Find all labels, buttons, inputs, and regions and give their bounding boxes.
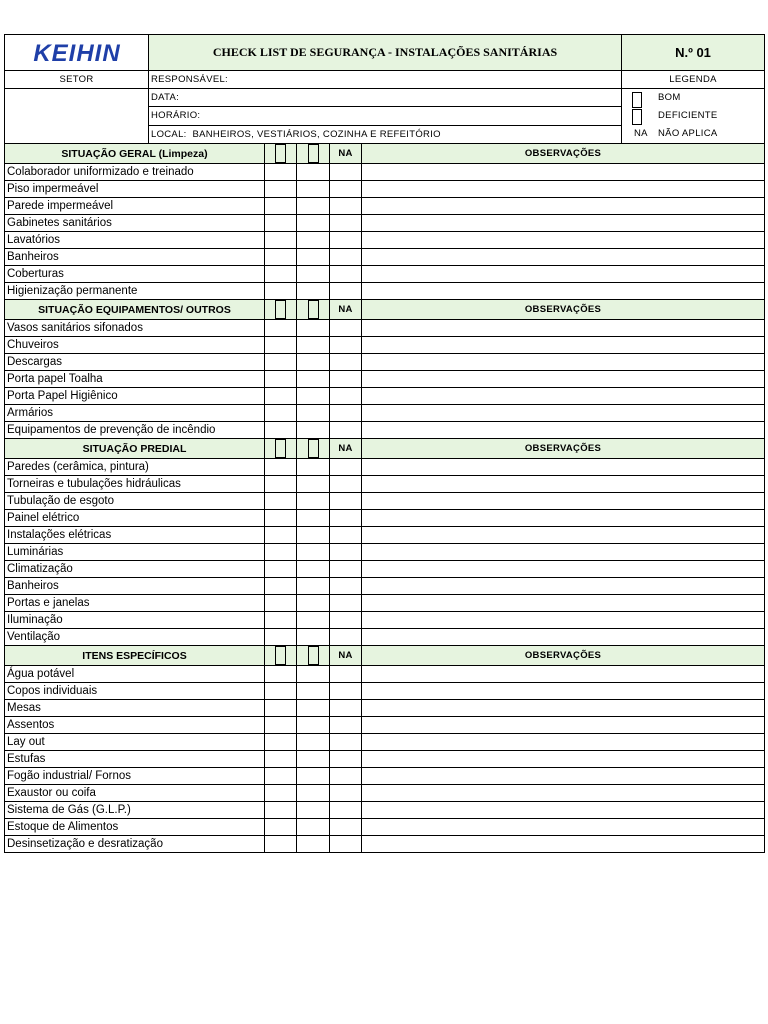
checklist-row [5, 717, 765, 734]
observacoes-cell[interactable] [362, 493, 765, 510]
bom-cell[interactable] [265, 734, 297, 751]
local-field[interactable] [149, 125, 622, 143]
checklist-row [5, 320, 765, 337]
bom-cell[interactable] [265, 476, 297, 493]
item-label: Climatização [5, 561, 265, 578]
svg-text:KEIHIN: KEIHIN [32, 39, 121, 66]
section-header-situacao-geral-limpeza [5, 144, 765, 164]
item-label: Luminárias [5, 544, 265, 561]
na-cell[interactable] [330, 734, 362, 751]
deficiente-cell[interactable] [297, 561, 330, 578]
observacoes-cell[interactable] [362, 666, 765, 683]
bom-box-icon [275, 439, 286, 458]
bom-cell[interactable] [265, 836, 297, 853]
item-label: Instalações elétricas [5, 527, 265, 544]
observacoes-cell[interactable] [362, 354, 765, 371]
company-logo [5, 35, 149, 71]
observacoes-cell[interactable] [362, 768, 765, 785]
observacoes-cell[interactable] [362, 595, 765, 612]
bom-cell[interactable] [265, 612, 297, 629]
section-title: ITENS ESPECÍFICOS [5, 646, 265, 666]
na-cell[interactable] [330, 768, 362, 785]
item-label: Mesas [5, 700, 265, 717]
bom-cell[interactable] [265, 198, 297, 215]
bom-box-icon [632, 92, 642, 108]
na-cell[interactable] [330, 836, 362, 853]
checklist-row [5, 578, 765, 595]
bom-cell[interactable] [265, 371, 297, 388]
na-cell[interactable] [330, 544, 362, 561]
observacoes-cell[interactable] [362, 422, 765, 439]
observacoes-cell[interactable] [362, 785, 765, 802]
na-column-header: NA [330, 300, 362, 320]
na-cell[interactable] [330, 666, 362, 683]
item-label: Portas e janelas [5, 595, 265, 612]
item-label: Ventilação [5, 629, 265, 646]
checklist-row [5, 337, 765, 354]
checklist-table [4, 34, 765, 853]
na-cell[interactable] [330, 527, 362, 544]
observacoes-cell[interactable] [362, 836, 765, 853]
deficiente-cell[interactable] [297, 320, 330, 337]
item-label: Chuveiros [5, 337, 265, 354]
checklist-row [5, 785, 765, 802]
responsavel-field[interactable]: RESPONSÁVEL: [149, 71, 622, 89]
document-number: N.º 01 [622, 35, 765, 71]
checklist-sheet [4, 34, 764, 853]
checklist-row [5, 164, 765, 181]
checklist-row [5, 836, 765, 853]
observacoes-cell[interactable] [362, 802, 765, 819]
deficiente-cell[interactable] [297, 527, 330, 544]
deficiente-cell[interactable] [297, 666, 330, 683]
checklist-row [5, 561, 765, 578]
bom-cell[interactable] [265, 320, 297, 337]
checklist-row [5, 422, 765, 439]
bom-cell[interactable] [265, 544, 297, 561]
item-label: Painel elétrico [5, 510, 265, 527]
deficiente-cell[interactable] [297, 476, 330, 493]
bom-cell[interactable] [265, 459, 297, 476]
na-column-header: NA [330, 439, 362, 459]
checklist-row [5, 683, 765, 700]
checklist-row [5, 266, 765, 283]
deficiente-cell[interactable] [297, 612, 330, 629]
deficiente-column-header [297, 144, 330, 164]
item-label: Iluminação [5, 612, 265, 629]
deficiente-column-header [297, 646, 330, 666]
observacoes-cell[interactable] [362, 371, 765, 388]
bom-cell[interactable] [265, 164, 297, 181]
bom-box-icon [275, 646, 286, 665]
na-column-header: NA [330, 646, 362, 666]
bom-cell[interactable] [265, 354, 297, 371]
section-header-situacao-equipamentos-outros [5, 300, 765, 320]
item-label: Porta Papel Higiênico [5, 388, 265, 405]
observacoes-cell[interactable] [362, 578, 765, 595]
deficiente-box-icon [308, 646, 319, 665]
legend-box [622, 89, 765, 144]
checklist-row [5, 612, 765, 629]
deficiente-cell[interactable] [297, 459, 330, 476]
bom-column-header [265, 144, 297, 164]
deficiente-cell[interactable] [297, 578, 330, 595]
na-cell[interactable] [330, 198, 362, 215]
deficiente-cell[interactable] [297, 751, 330, 768]
checklist-row [5, 354, 765, 371]
observacoes-cell[interactable] [362, 198, 765, 215]
na-cell[interactable] [330, 751, 362, 768]
bom-cell[interactable] [265, 595, 297, 612]
checklist-row [5, 493, 765, 510]
deficiente-box-icon [632, 109, 642, 125]
observacoes-column-header: OBSERVAÇÕES [362, 646, 765, 666]
checklist-row [5, 700, 765, 717]
observacoes-cell[interactable] [362, 612, 765, 629]
item-label: Banheiros [5, 249, 265, 266]
deficiente-cell[interactable] [297, 164, 330, 181]
item-label: Fogão industrial/ Fornos [5, 768, 265, 785]
checklist-row [5, 768, 765, 785]
bom-cell[interactable] [265, 266, 297, 283]
bom-cell[interactable] [265, 215, 297, 232]
section-header-itens-especificos [5, 646, 765, 666]
item-label: Água potável [5, 666, 265, 683]
checklist-row [5, 510, 765, 527]
observacoes-cell[interactable] [362, 266, 765, 283]
checklist-row [5, 181, 765, 198]
observacoes-cell[interactable] [362, 544, 765, 561]
checklist-row [5, 734, 765, 751]
deficiente-cell[interactable] [297, 337, 330, 354]
deficiente-cell[interactable] [297, 181, 330, 198]
observacoes-cell[interactable] [362, 629, 765, 646]
item-label: Porta papel Toalha [5, 371, 265, 388]
observacoes-cell[interactable] [362, 249, 765, 266]
deficiente-cell[interactable] [297, 683, 330, 700]
bom-cell[interactable] [265, 493, 297, 510]
observacoes-cell[interactable] [362, 181, 765, 198]
na-cell[interactable] [330, 320, 362, 337]
item-label: Lay out [5, 734, 265, 751]
deficiente-cell[interactable] [297, 215, 330, 232]
legenda-label: LEGENDA [622, 71, 765, 89]
item-label: Exaustor ou coifa [5, 785, 265, 802]
item-label: Lavatórios [5, 232, 265, 249]
na-cell[interactable] [330, 476, 362, 493]
bom-cell[interactable] [265, 337, 297, 354]
section-header-situacao-predial [5, 439, 765, 459]
item-label: Desinsetização e desratização [5, 836, 265, 853]
item-label: Higienização permanente [5, 283, 265, 300]
na-cell[interactable] [330, 164, 362, 181]
legend-nao-aplica: NÃO APLICA [658, 128, 718, 139]
na-column-header: NA [330, 144, 362, 164]
na-cell[interactable] [330, 266, 362, 283]
observacoes-column-header: OBSERVAÇÕES [362, 439, 765, 459]
observacoes-cell[interactable] [362, 734, 765, 751]
observacoes-cell[interactable] [362, 751, 765, 768]
na-cell[interactable] [330, 181, 362, 198]
keihin-logo [12, 40, 142, 66]
deficiente-cell[interactable] [297, 717, 330, 734]
deficiente-cell[interactable] [297, 595, 330, 612]
deficiente-cell[interactable] [297, 422, 330, 439]
observacoes-cell[interactable] [362, 700, 765, 717]
item-label: Estoque de Alimentos [5, 819, 265, 836]
deficiente-cell[interactable] [297, 249, 330, 266]
bom-cell[interactable] [265, 405, 297, 422]
checklist-row [5, 819, 765, 836]
na-cell[interactable] [330, 561, 362, 578]
item-label: Paredes (cerâmica, pintura) [5, 459, 265, 476]
deficiente-cell[interactable] [297, 768, 330, 785]
local-value: BANHEIROS, VESTIÁRIOS, COZINHA E REFEITÓRIO [192, 128, 441, 140]
deficiente-cell[interactable] [297, 198, 330, 215]
section-title: SITUAÇÃO EQUIPAMENTOS/ OUTROS [5, 300, 265, 320]
bom-cell[interactable] [265, 768, 297, 785]
na-cell[interactable] [330, 493, 362, 510]
observacoes-cell[interactable] [362, 405, 765, 422]
na-cell[interactable] [330, 422, 362, 439]
deficiente-cell[interactable] [297, 283, 330, 300]
checklist-row [5, 595, 765, 612]
section-title: SITUAÇÃO GERAL (Limpeza) [5, 144, 265, 164]
na-cell[interactable] [330, 595, 362, 612]
bom-column-header [265, 439, 297, 459]
bom-cell[interactable] [265, 751, 297, 768]
item-label: Parede impermeável [5, 198, 265, 215]
checklist-row [5, 371, 765, 388]
bom-cell[interactable] [265, 683, 297, 700]
observacoes-cell[interactable] [362, 320, 765, 337]
bom-cell[interactable] [265, 561, 297, 578]
checklist-row [5, 405, 765, 422]
checklist-row [5, 544, 765, 561]
item-label: Gabinetes sanitários [5, 215, 265, 232]
observacoes-column-header: OBSERVAÇÕES [362, 144, 765, 164]
deficiente-cell[interactable] [297, 819, 330, 836]
deficiente-cell[interactable] [297, 734, 330, 751]
deficiente-cell[interactable] [297, 232, 330, 249]
na-cell[interactable] [330, 683, 362, 700]
bom-box-icon [275, 300, 286, 319]
observacoes-cell[interactable] [362, 337, 765, 354]
observacoes-column-header: OBSERVAÇÕES [362, 300, 765, 320]
item-label: Vasos sanitários sifonados [5, 320, 265, 337]
bom-cell[interactable] [265, 510, 297, 527]
na-cell[interactable] [330, 785, 362, 802]
deficiente-cell[interactable] [297, 510, 330, 527]
bom-cell[interactable] [265, 700, 297, 717]
bom-cell[interactable] [265, 819, 297, 836]
observacoes-cell[interactable] [362, 283, 765, 300]
checklist-row [5, 283, 765, 300]
bom-cell[interactable] [265, 629, 297, 646]
deficiente-cell[interactable] [297, 785, 330, 802]
checklist-row [5, 459, 765, 476]
deficiente-box-icon [308, 439, 319, 458]
bom-cell[interactable] [265, 249, 297, 266]
deficiente-cell[interactable] [297, 388, 330, 405]
na-cell[interactable] [330, 717, 362, 734]
item-label: Estufas [5, 751, 265, 768]
horario-field[interactable]: HORÁRIO: [149, 107, 622, 125]
deficiente-cell[interactable] [297, 700, 330, 717]
checklist-row [5, 249, 765, 266]
bom-cell[interactable] [265, 785, 297, 802]
item-label: Armários [5, 405, 265, 422]
item-label: Equipamentos de prevenção de incêndio [5, 422, 265, 439]
na-cell[interactable] [330, 388, 362, 405]
deficiente-cell[interactable] [297, 802, 330, 819]
observacoes-cell[interactable] [362, 164, 765, 181]
bom-cell[interactable] [265, 802, 297, 819]
bom-cell[interactable] [265, 578, 297, 595]
na-cell[interactable] [330, 612, 362, 629]
item-label: Copos individuais [5, 683, 265, 700]
legend-bom: BOM [658, 92, 681, 103]
checklist-row [5, 802, 765, 819]
na-cell[interactable] [330, 232, 362, 249]
section-title: SITUAÇÃO PREDIAL [5, 439, 265, 459]
bom-cell[interactable] [265, 422, 297, 439]
deficiente-cell[interactable] [297, 629, 330, 646]
item-label: Tubulação de esgoto [5, 493, 265, 510]
bom-cell[interactable] [265, 181, 297, 198]
deficiente-box-icon [308, 300, 319, 319]
item-label: Descargas [5, 354, 265, 371]
na-cell[interactable] [330, 215, 362, 232]
page-title: CHECK LIST DE SEGURANÇA - INSTALAÇÕES SANITÁRIAS [149, 35, 622, 71]
bom-cell[interactable] [265, 388, 297, 405]
bom-cell[interactable] [265, 527, 297, 544]
setor-label: SETOR [5, 71, 149, 89]
legend-deficiente: DEFICIENTE [658, 110, 718, 121]
na-cell[interactable] [330, 629, 362, 646]
bom-cell[interactable] [265, 717, 297, 734]
deficiente-cell[interactable] [297, 371, 330, 388]
observacoes-cell[interactable] [362, 717, 765, 734]
na-cell[interactable] [330, 337, 362, 354]
na-cell[interactable] [330, 819, 362, 836]
bom-box-icon [275, 144, 286, 163]
checklist-row [5, 476, 765, 493]
deficiente-column-header [297, 300, 330, 320]
na-cell[interactable] [330, 578, 362, 595]
observacoes-cell[interactable] [362, 819, 765, 836]
checklist-row [5, 198, 765, 215]
item-label: Banheiros [5, 578, 265, 595]
na-cell[interactable] [330, 510, 362, 527]
na-cell[interactable] [330, 249, 362, 266]
data-field[interactable]: DATA: [149, 89, 622, 107]
bom-column-header [265, 300, 297, 320]
bom-column-header [265, 646, 297, 666]
checklist-row [5, 388, 765, 405]
deficiente-cell[interactable] [297, 836, 330, 853]
bom-cell[interactable] [265, 283, 297, 300]
deficiente-cell[interactable] [297, 266, 330, 283]
checklist-row [5, 666, 765, 683]
na-cell[interactable] [330, 802, 362, 819]
observacoes-cell[interactable] [362, 388, 765, 405]
na-cell[interactable] [330, 405, 362, 422]
observacoes-cell[interactable] [362, 459, 765, 476]
na-cell[interactable] [330, 459, 362, 476]
observacoes-cell[interactable] [362, 561, 765, 578]
na-cell[interactable] [330, 283, 362, 300]
checklist-row [5, 527, 765, 544]
deficiente-cell[interactable] [297, 354, 330, 371]
deficiente-box-icon [308, 144, 319, 163]
bom-cell[interactable] [265, 232, 297, 249]
bom-cell[interactable] [265, 666, 297, 683]
na-cell[interactable] [330, 371, 362, 388]
observacoes-cell[interactable] [362, 232, 765, 249]
na-cell[interactable] [330, 700, 362, 717]
observacoes-cell[interactable] [362, 527, 765, 544]
item-label: Sistema de Gás (G.L.P.) [5, 802, 265, 819]
checklist-row [5, 751, 765, 768]
item-label: Piso impermeável [5, 181, 265, 198]
observacoes-cell[interactable] [362, 683, 765, 700]
item-label: Torneiras e tubulações hidráulicas [5, 476, 265, 493]
checklist-row [5, 232, 765, 249]
legend-na-symbol: NA [634, 128, 648, 139]
na-cell[interactable] [330, 354, 362, 371]
observacoes-cell[interactable] [362, 476, 765, 493]
checklist-row [5, 215, 765, 232]
local-label: LOCAL: [151, 128, 187, 140]
deficiente-cell[interactable] [297, 544, 330, 561]
item-label: Coberturas [5, 266, 265, 283]
setor-field[interactable] [5, 89, 149, 144]
observacoes-cell[interactable] [362, 510, 765, 527]
observacoes-cell[interactable] [362, 215, 765, 232]
deficiente-cell[interactable] [297, 493, 330, 510]
item-label: Assentos [5, 717, 265, 734]
item-label: Colaborador uniformizado e treinado [5, 164, 265, 181]
deficiente-column-header [297, 439, 330, 459]
checklist-row [5, 629, 765, 646]
deficiente-cell[interactable] [297, 405, 330, 422]
